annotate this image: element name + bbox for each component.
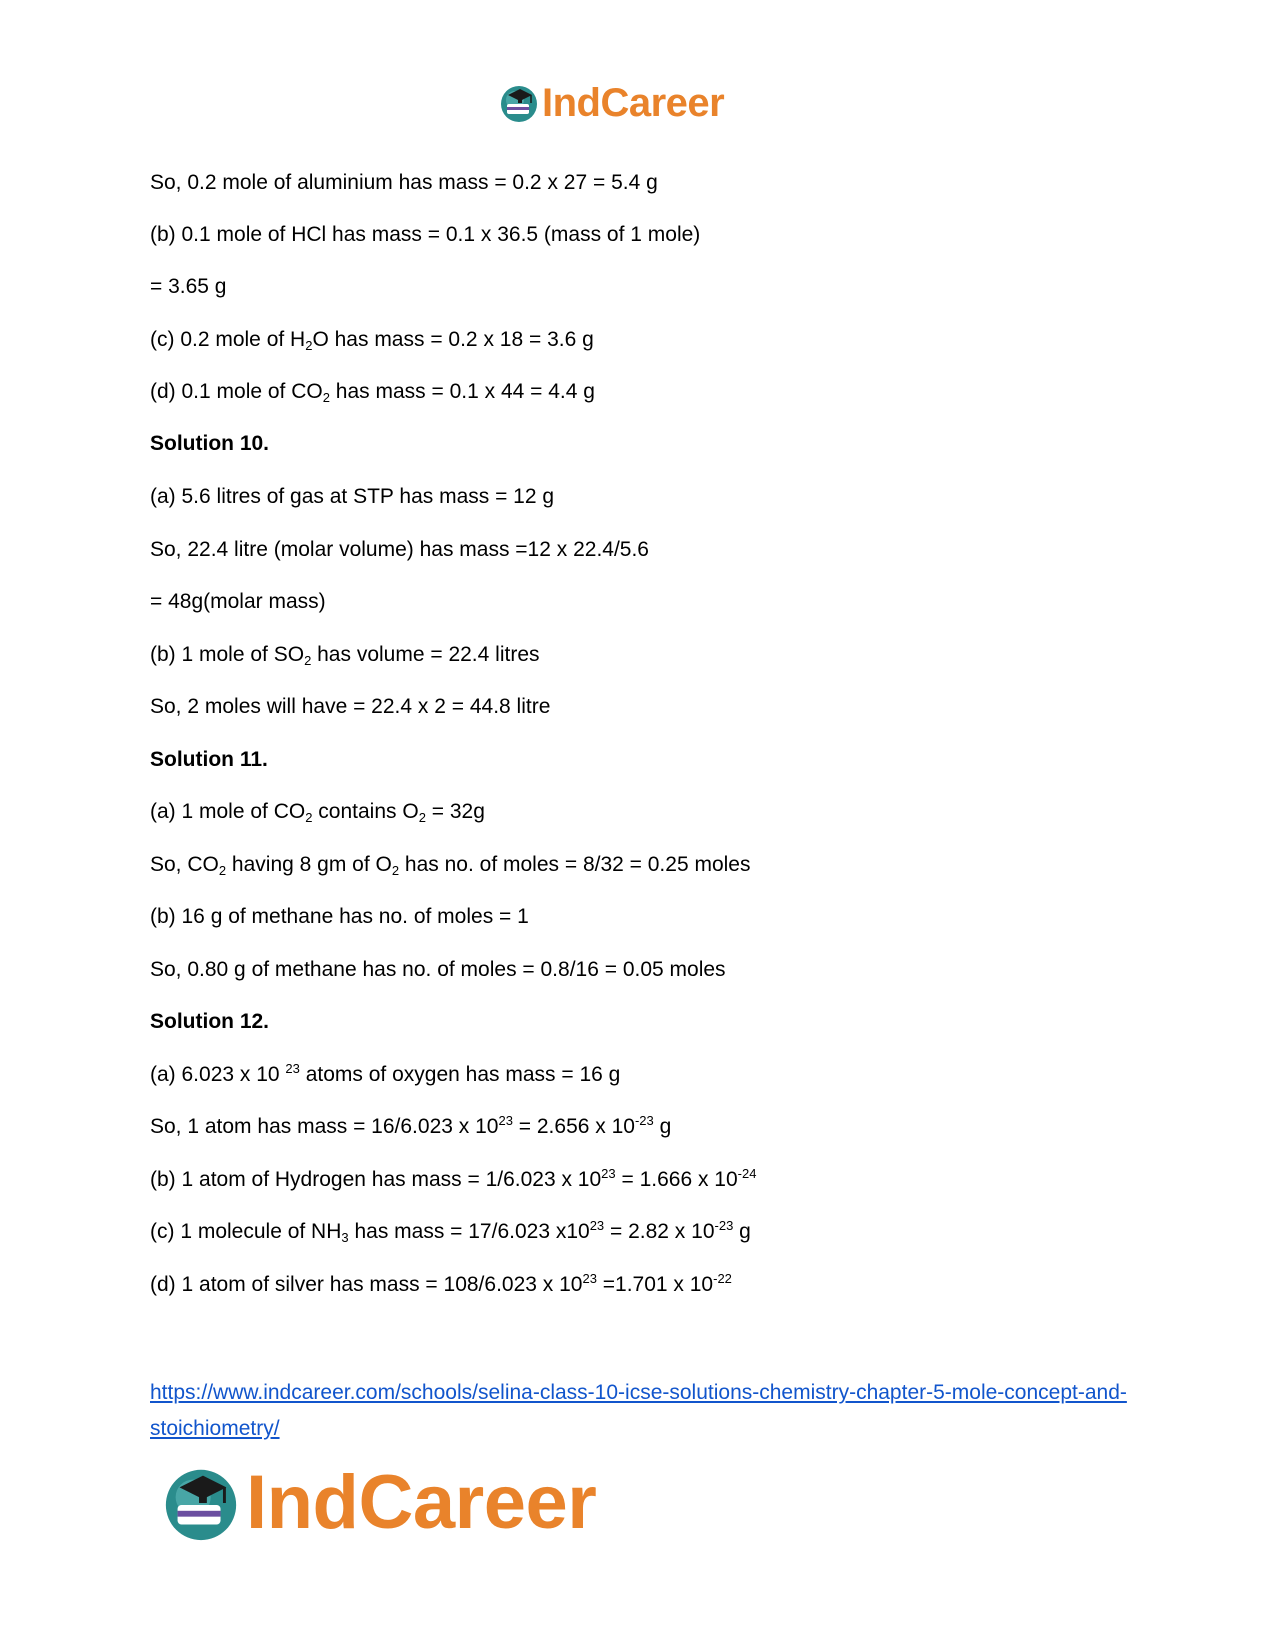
footer-logo [160, 1458, 596, 1548]
header-logo-text: IndCareer [542, 81, 725, 125]
section-heading: Solution 12. [150, 1010, 270, 1033]
section-heading: Solution 11. [150, 748, 268, 771]
text-line: So, 0.2 mole of aluminium has mass = 0.2 x 27 = 5.4 g [150, 171, 658, 194]
text-line: So, 2 moles will have = 22.4 x 2 = 44.8 litre [150, 695, 551, 718]
text-line: = 48g(molar mass) [150, 590, 326, 613]
section-heading: Solution 10. [150, 432, 270, 455]
text-line: (c) 0.2 mole of $H_2O$ has mass = 0.2 x 18 = 3.6 g [150, 328, 594, 353]
text-line: = 3.65 g [150, 275, 227, 298]
text-line: (a) 5.6 litres of gas at STP has mass = 12 g [150, 485, 555, 508]
footer-logo-text: IndCareer [246, 1460, 597, 1545]
text-line: (b) 1 atom of Hydrogen has mass = 1/6.023 x $10^{23} = 1.666$ x $10^{-24}$ [150, 1166, 757, 1191]
text-line: (a) 1 mole of $CO_2$ contains $O_2 = 32g$ [150, 800, 485, 825]
text-line: (b) 0.1 mole of HCl has mass = 0.1 x 36.5 (mass of 1 mole) [150, 223, 701, 246]
graduation-cap-book-globe-icon [498, 82, 540, 124]
text-line: So, 22.4 litre (molar volume) has mass =12 x 22.4/5.6 [150, 538, 649, 561]
text-line: (d) 0.1 mole of $CO_2$ has mass = 0.1 x 44 = 4.4 g [150, 380, 595, 405]
text-line: (a) 6.023 x 10 $^{23}$ atoms of oxygen has mass = 16 g [150, 1061, 621, 1086]
text-line: (b) 16 g of methane has no. of moles = 1 [150, 905, 529, 928]
text-line: So, 0.80 g of methane has no. of moles = 0.8/16 = 0.05 moles [150, 958, 726, 981]
text-line: (c) 1 molecule of $NH_3$ has mass = 17/6.023 $x10^{23} = 2.82$ x $10^{-23}$ g [150, 1218, 751, 1245]
source-url-link[interactable]: https://www.indcareer.com/schools/selina-class-10-icse-solutions-chemistry-chapter-5-mole-concept-and-stoichiometry/ [150, 1381, 1127, 1440]
text-line: (d) 1 atom of silver has mass = 108/6.023 x $10^{23} =1.701$ x $10^{-22}$ [150, 1271, 732, 1296]
header-logo [498, 78, 724, 128]
text-line: (b) 1 mole of $SO_2$ has volume = 22.4 litres [150, 643, 540, 668]
graduation-cap-book-globe-icon [160, 1462, 242, 1544]
text-line: So, $CO_2$ having 8 gm of $O_2$ has no. of moles = 8/32 = 0.25 moles [150, 853, 751, 878]
text-line: So, 1 atom has mass = 16/6.023 x $10^{23} = 2.656$ x $10^{-23}$ g [150, 1113, 672, 1138]
